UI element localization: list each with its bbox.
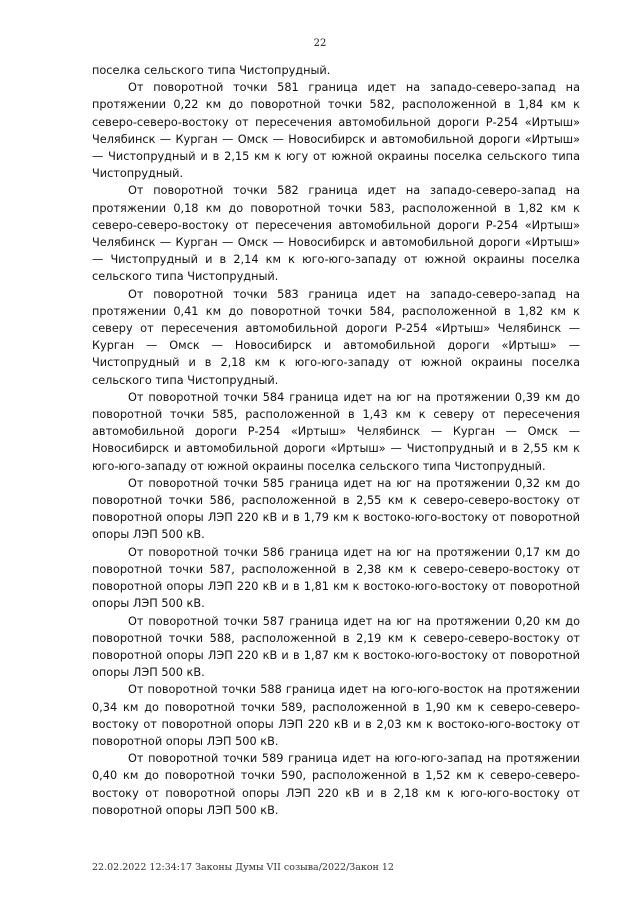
paragraph-point-588: От поворотной точки 588 граница идет на юго-юго-восток на протяжении 0,34 км до поворотной точки 589, расположенной в 1,90 км к северо-северо-востоку от поворотной опоры ЛЭП 220 кВ и в 2,03 км к востоко-юго-востоку от поворотной опоры ЛЭП 500 кВ. <box>92 683 580 748</box>
paragraph-point-581: От поворотной точки 581 граница идет на западо-северо-запад на протяжении 0,22 км до поворотной точки 582, расположенной в 1,84 км к северо-северо-востоку от пересечения автомобильной дороги Р-254 «Иртыш» Челябинск — Курган — Омск — Новосибирск и автомобильной дороги «Иртыш» — Чистопрудный и в 2,15 км к югу от южной окраины поселка сельского типа Чистопрудный. <box>92 81 580 181</box>
document-footer: 22.02.2022 12:34:17 Законы Думы VII созыва/2022/Закон 12 <box>92 862 394 873</box>
page-number: 22 <box>313 38 327 49</box>
paragraph-point-589: От поворотной точки 589 граница идет на юго-юго-запад на протяжении 0,40 км до поворотной точки 590, расположенной в 1,52 км к северо-северо-востоку от поворотной опоры ЛЭП 220 кВ и в 2,18 км к юго-юго-востоку от поворотной опоры ЛЭП 500 кВ. <box>92 752 580 817</box>
paragraph-point-586: От поворотной точки 586 граница идет на юг на протяжении 0,17 км до поворотной точки 587, расположенной в 2,38 км к северо-северо-востоку от поворотной опоры ЛЭП 220 кВ и в 1,81 км к востоко-юго-востоку от поворотной опоры ЛЭП 500 кВ. <box>92 545 580 611</box>
paragraph-continuation: поселка сельского типа Чистопрудный. <box>92 64 331 77</box>
paragraph-point-587: От поворотной точки 587 граница идет на юг на протяжении 0,20 км до поворотной точки 588, расположенной в 2,19 км к северо-северо-востоку от поворотной опоры ЛЭП 220 кВ и в 1,87 км к востоко-юго-востоку от поворотной опоры ЛЭП 500 кВ. <box>92 614 580 680</box>
paragraph-point-585: От поворотной точки 585 граница идет на юг на протяжении 0,32 км до поворотной точки 586, расположенной в 2,55 км к северо-северо-востоку от поворотной опоры ЛЭП 220 кВ и в 1,79 км к востоко-юго-востоку от поворотной опоры ЛЭП 500 кВ. <box>92 476 580 542</box>
paragraph-point-582: От поворотной точки 582 граница идет на западо-северо-запад на протяжении 0,18 км до поворотной точки 583, расположенной в 1,82 км к северо-северо-востоку от пересечения автомобильной дороги Р-254 «Иртыш» Челябинск — Курган — Омск — Новосибирск и автомобильной дороги «Иртыш» — Чистопрудный и в 2,14 км к юго-юго-западу от южной окраины поселка сельского типа Чистопрудный. <box>92 184 580 284</box>
paragraph-point-583: От поворотной точки 583 граница идет на западо-северо-запад на протяжении 0,41 км до поворотной точки 584, расположенной в 1,82 км к северу от пересечения автомобильной дороги Р-254 «Иртыш» Челябинск — Курган — Омск — Новосибирск и автомобильной дороги «Иртыш» — Чистопрудный и в 2,18 км к юго-юго-западу от южной окраины поселка сельского типа Чистопрудный. <box>92 287 580 387</box>
document-body <box>92 62 580 819</box>
paragraph-point-584: От поворотной точки 584 граница идет на юг на протяжении 0,39 км до поворотной точки 585, расположенной в 1,43 км к северу от пересечения автомобильной дороги Р-254 «Иртыш» Челябинск — Курган — Омск — Новосибирск и автомобильной дороги «Иртыш» — Чистопрудный и в 2,55 км к юго-юго-западу от южной окраины поселка сельского типа Чистопрудный. <box>92 390 580 473</box>
